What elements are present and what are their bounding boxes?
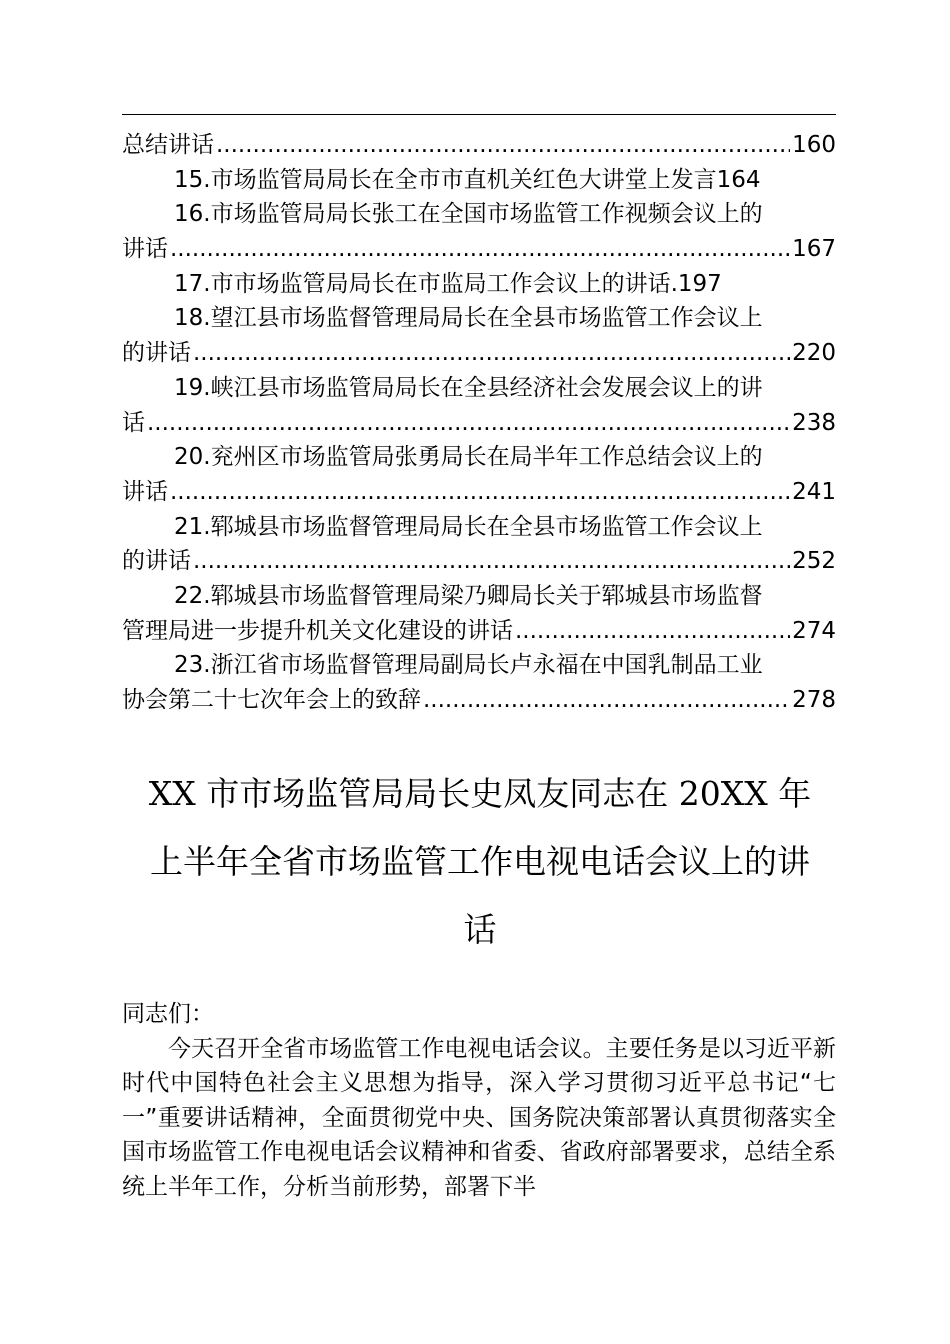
toc-entry-text: 22.郓城县市场监督管理局梁乃卿局长关于郓城县市场监督 xyxy=(174,582,763,609)
toc-leader-dots xyxy=(170,475,790,510)
toc-entry-text: 协会第二十七次年会上的致辞 xyxy=(122,687,421,713)
toc-leader-dots xyxy=(423,683,790,718)
toc-entry[interactable] xyxy=(122,648,836,717)
toc-line xyxy=(122,614,836,649)
toc-entry-text: 话 xyxy=(122,409,145,436)
title-line-2: 上半年全省市场监管工作电视电话会议上的讲 xyxy=(150,842,810,881)
toc-page-number: 278 xyxy=(792,687,836,713)
toc-leader-dots xyxy=(147,406,790,441)
toc-line xyxy=(122,440,836,475)
toc-line xyxy=(122,128,836,163)
toc-page-number: 220 xyxy=(792,340,836,367)
toc-entry-text: 20.兖州区市场监管局张勇局长在局半年工作总结会议上的 xyxy=(174,444,763,471)
toc-page-number: 274 xyxy=(792,617,836,644)
toc-entry-text: 讲话 xyxy=(122,236,168,263)
toc-line xyxy=(122,544,836,579)
toc-entry-text: 19.峡江县市场监管局局长在全县经济社会发展会议上的讲 xyxy=(174,374,763,401)
toc-page-number: 160 xyxy=(792,132,836,158)
toc-line xyxy=(122,232,836,267)
salutation: 同志们： xyxy=(122,1001,214,1027)
title-line-3: 话 xyxy=(463,910,497,949)
toc-entry[interactable] xyxy=(122,371,836,440)
toc-entry-text: 总结讲话 xyxy=(122,132,214,158)
header-rule xyxy=(122,114,836,115)
toc-line xyxy=(122,301,836,336)
toc-entry[interactable] xyxy=(122,510,836,579)
toc-page-number: 238 xyxy=(792,409,836,436)
toc-entry-text: 的讲话 xyxy=(122,548,191,575)
toc-page-number: 167 xyxy=(792,236,836,263)
toc-line xyxy=(122,683,836,718)
toc-page-number: 197 xyxy=(677,270,722,297)
toc-entry[interactable] xyxy=(122,267,836,302)
toc-entry[interactable] xyxy=(122,163,836,198)
toc-page-number: 241 xyxy=(792,478,836,505)
toc-line xyxy=(122,371,836,406)
toc-leader-dots xyxy=(515,614,790,649)
toc-line xyxy=(122,510,836,545)
toc-entry-text: 18.望江县市场监督管理局局长在全县市场监管工作会议上 xyxy=(174,305,763,332)
toc-entry[interactable] xyxy=(122,301,836,370)
toc-line xyxy=(122,579,836,614)
toc-line xyxy=(122,475,836,510)
toc-line xyxy=(122,648,836,683)
toc-page-number: 164 xyxy=(716,166,761,193)
toc-entry-text: 17.市市场监管局局长在市监局工作会议上的讲话. xyxy=(174,270,678,297)
title-line-1: XX 市市场监管局局长史凤友同志在 20XX 年 xyxy=(148,774,812,813)
toc-entry-text: 的讲话 xyxy=(122,340,191,367)
toc-page-number: 252 xyxy=(792,548,836,575)
speech-body xyxy=(122,997,836,1205)
table-of-contents xyxy=(122,128,836,718)
toc-leader-dots xyxy=(170,232,790,267)
toc-line xyxy=(122,406,836,441)
toc-line xyxy=(122,197,836,232)
toc-line xyxy=(122,267,836,302)
toc-entry[interactable] xyxy=(122,579,836,648)
opening-paragraph: 今天召开全省市场监管工作电视电话会议。主要任务是以习近平新时代中国特色社会主义思想为指导，深入学习贯彻习近平总书记“七一”重要讲话精神，全面贯彻党中央、国务院决策部署认真贯彻落实全国市场监管工作电视电话会议精神和省委、省政府部署要求，总结全系统上半年工作，分析当前形势，部署下半 xyxy=(122,1035,836,1200)
toc-entry-text: 15.市场监管局局长在全市市直机关红色大讲堂上发言 xyxy=(174,166,717,193)
toc-entry[interactable] xyxy=(122,440,836,509)
document-title xyxy=(110,760,850,964)
toc-entry-text: 管理局进一步提升机关文化建设的讲话 xyxy=(122,617,513,644)
toc-entry-text: 16.市场监管局局长张工在全国市场监管工作视频会议上的 xyxy=(174,201,763,228)
toc-entry[interactable] xyxy=(122,197,836,266)
toc-line xyxy=(122,163,836,198)
toc-line xyxy=(122,336,836,371)
toc-entry-text: 讲话 xyxy=(122,478,168,505)
toc-leader-dots xyxy=(193,336,790,371)
toc-leader-dots xyxy=(216,128,790,163)
toc-entry-text: 21.郓城县市场监督管理局局长在全县市场监管工作会议上 xyxy=(174,513,763,540)
toc-entry[interactable] xyxy=(122,128,836,163)
toc-leader-dots xyxy=(193,544,790,579)
toc-entry-text: 23.浙江省市场监督管理局副局长卢永福在中国乳制品工业 xyxy=(174,652,763,679)
